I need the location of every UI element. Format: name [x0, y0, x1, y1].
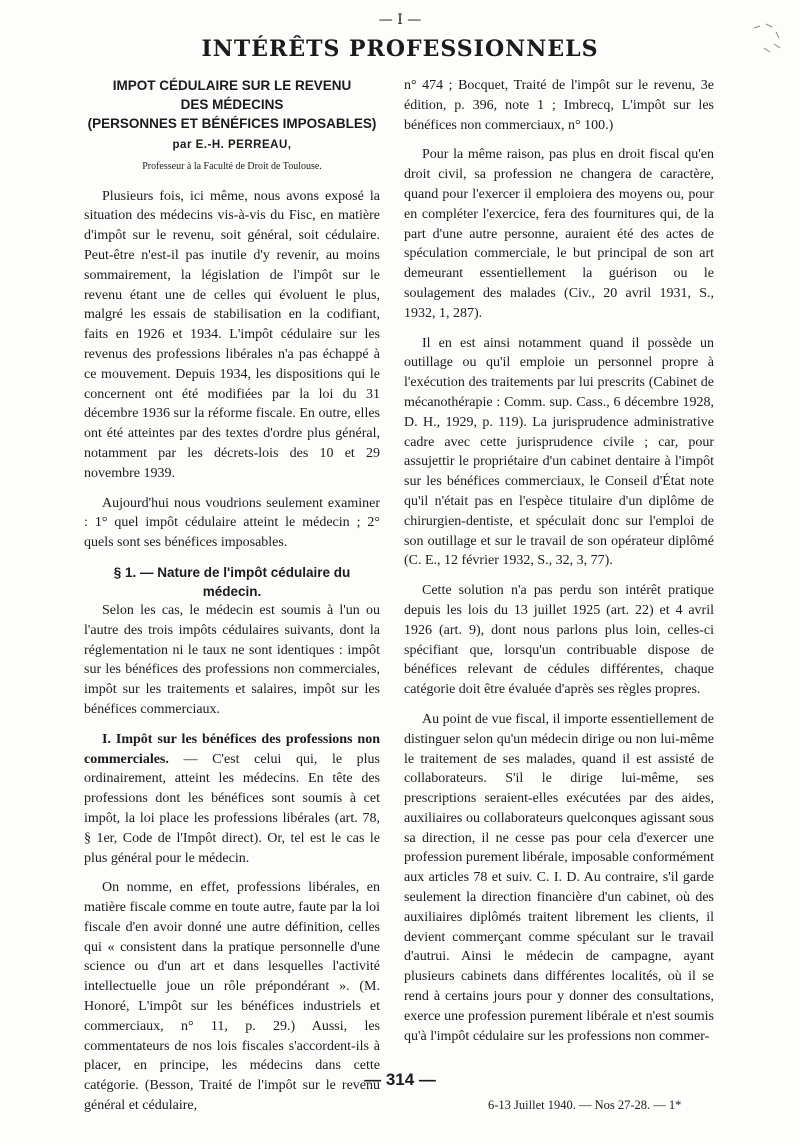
subheading-text: — C'est celui qui, le plus ordinairement, atteint les médecins. En tête des professions dont les bénéfices sont soumis à cet impôt, la loi place les professions libérales (art. 78, § 1er, Code de l'Impôt direct). Or, tel est le cas le plus général pour le médecin.	[84, 751, 380, 866]
article-title-line-3: (PERSONNES ET BÉNÉFICES IMPOSABLES)	[87, 116, 377, 131]
page-marker: — I —	[378, 12, 422, 28]
paragraph: Cette solution n'a pas perdu son intérêt pratique depuis les lois du 13 juillet 1925 (art. 22) et 4 avril 1926 (art. 9), dont nous parlons plus loin, celles-ci spécifiant que, lorsqu'un contribuable dispose de bénéfices relevant de cédules différentes, chaque catégorie doit être évaluée d'après ses règles propres.	[404, 583, 714, 698]
section-title: INTÉRÊTS PROFESSIONNELS	[201, 36, 599, 62]
left-column	[84, 76, 380, 1116]
paragraph: Il en est ainsi notamment quand il possède un outillage ou qu'il emploie un personnel propre à l'exécution des traitements par lui prescrits (Cabinet de mécanothérapie : Comm. sup. Cass., 6 décembre 1928, D. H., 1929, p. 119). La jurisprudence administrative cadre avec cette jurisprudence civile ; car, pour assujettir le propriétaire d'un cabinet dentaire à l'impôt sur les bénéfices commerciaux, le Conseil d'État note qu'il n'était pas en l'espèce titulaire d'un diplôme de chirurgien-dentiste, et spéculait donc sur l'emploi de son outillage et sur le travail de son opérateur diplômé (C. E., 12 février 1932, S., 32, 3, 77).	[404, 335, 714, 569]
paragraph-with-subheading	[84, 730, 380, 869]
paragraph: On nomme, en effet, professions libérales, en matière fiscale comme en toute autre, faute par la loi fiscale d'en avoir donné une autre définition, celles qui « consistent dans la pratique personnelle d'une science ou d'un art et dans lesquelles l'activité intellectuelle joue un rôle prépondérant ». (M. Honoré, L'impôt sur les bénéfices industriels et commerciaux, n° 11, p. 29.) Aussi, les commentateurs de nos lois fiscales s'accordent-ils à placer, en principe, les médecins dans cette catégorie. (Besson, Traité de l'impôt sur le revenu général et cédulaire,	[84, 880, 380, 1114]
author-byline: par E.-H. PERREAU,	[172, 139, 292, 151]
right-column	[404, 76, 714, 1046]
paragraph: Au point de vue fiscal, il importe essentiellement de distinguer selon qu'un médecin dirige ou non lui-même le traitement de ses malades, quand il est assisté de collaborateurs. S'il le dirige lui-même, ses prescriptions seraient-elles exécutées par des aides, auxiliaires ou collaborateurs quelconques agissant sous sa direction, il ne cesse pas pour cela d'exercer une profession purement libérale, imposable conformément aux articles 78 et suiv. C. I. D. Au contraire, s'il garde seulement la direction financière d'un cabinet, où des auxiliaires diplômés traitent librement les clients, il devient commerçant comme spéculant sur le travail d'autrui. Ainsi le médecin de campagne, ayant plusieurs cabinets dans différentes localités, où il se rend à certains jours pour y donner des consultations, exerce une profession purement libérale et n'est soumis qu'à l'impôt cédulaire sur les professions non commer-	[404, 711, 714, 1044]
article-title-line-2: DES MÉDECINS	[180, 97, 284, 112]
page-number: — 314 —	[364, 1070, 436, 1089]
decorative-corner-mark	[746, 18, 786, 58]
paragraph: Selon les cas, le médecin est soumis à l'un ou l'autre des trois impôts cédulaires suivants, dont la réglementation ni le taux ne sont identiques : impôt sur les bénéfices des professions non commerciales, impôt sur les traitements et salaires, impôt sur les bénéfices commerciaux.	[84, 602, 380, 717]
paragraph: Aujourd'hui nous voudrions seulement examiner : 1° quel impôt cédulaire atteint le médecin ; 2° quels sont ses bénéfices imposables.	[84, 495, 380, 551]
paragraph: Pour la même raison, pas plus en droit fiscal qu'en droit civil, sa profession ne changera de caractère, quand pour l'exercer il emploiera des moyens ou, pour en compléter l'exercice, fera des fournitures qui, de la part d'une autre personne, auraient été des actes de spéculation commerciale, le but principal de son art demeurant essentiellement la guérison ou le soulagement des malades (Civ., 20 avril 1931, S., 1932, 1, 287).	[404, 147, 714, 321]
article-title-line-1: IMPOT CÉDULAIRE SUR LE REVENU	[112, 78, 352, 93]
paragraph: n° 474 ; Bocquet, Traité de l'impôt sur le revenu, 3e édition, p. 396, note 1 ; Imbrecq, L'impôt sur les bénéfices non commerciaux, n° 100.)	[404, 78, 714, 133]
subheading: I. Impôt sur les bénéfices des professions non commerciales.	[84, 731, 380, 767]
issue-info: 6-13 Juillet 1940. — Nos 27-28. — 1*	[488, 1098, 682, 1112]
author-affiliation: Professeur à la Faculté de Droit de Toulouse.	[142, 160, 322, 172]
paragraph: Plusieurs fois, ici même, nous avons exposé la situation des médecins vis-à-vis du Fisc, en matière d'impôt sur le revenu, soit général, soit cédulaire. Peut-être n'est-il pas inutile d'y revenir, au moins sommairement, la législation de l'impôt sur le revenu étant une de celles qui évoluent le plus, malgré les essais de stabilisation en la codifiant, faits en 1926 et 1934. L'impôt cédulaire sur les revenus des professions libérales n'a pas échappé à ce mouvement. Depuis 1934, les dispositions qui le concernent ont été modifiées par la loi du 31 décembre 1936 sur la réforme fiscale. En outre, elles ont été atteintes par des textes d'ordre plus général, notamment par les décrets-lois des 10 et 29 novembre 1939.	[84, 188, 380, 481]
section-heading: § 1. — Nature de l'impôt cédulaire du médecin.	[113, 564, 351, 599]
